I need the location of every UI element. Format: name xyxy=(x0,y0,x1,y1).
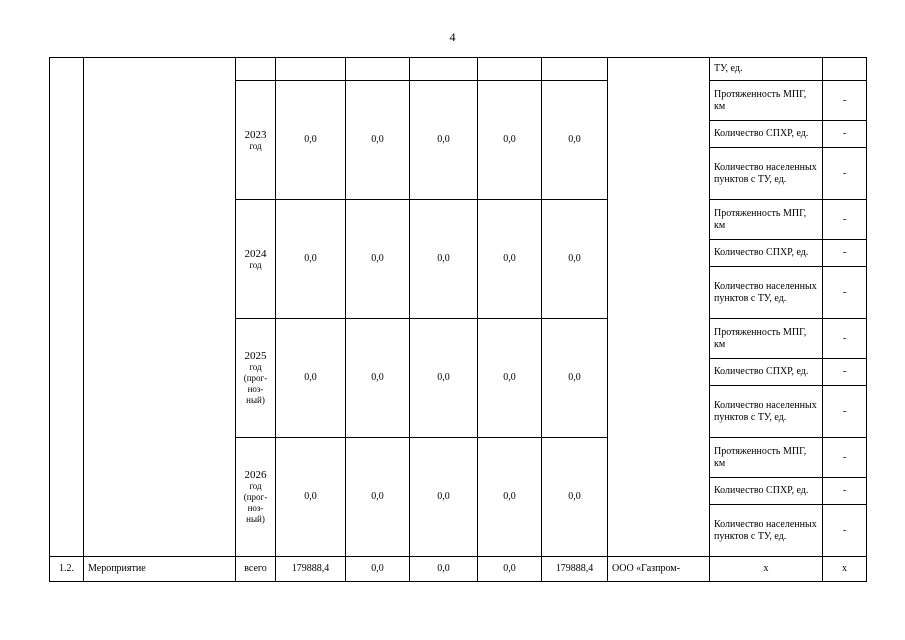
indicator-cell: Протяженность МПГ, км xyxy=(710,319,823,359)
indicator-cell: Количество СПХР, ед. xyxy=(710,478,823,505)
row-executor: ООО «Газпром- xyxy=(608,557,710,582)
year-sub-label: год xyxy=(249,362,262,372)
year-sub-label: год xyxy=(249,259,262,270)
year-sub-label: год xyxy=(249,481,262,491)
indicator-value-cell: - xyxy=(823,148,867,200)
table-row xyxy=(50,58,867,81)
year-sub-label: год xyxy=(249,140,262,151)
value-cell: 0,0 xyxy=(478,81,542,200)
indicator-cell: Количество населенных пунктов с ТУ, ед. xyxy=(710,505,823,557)
value-cell: 0,0 xyxy=(410,557,478,582)
value-cell: 0,0 xyxy=(346,438,410,557)
indicator-value-cell: - xyxy=(823,505,867,557)
indicator-value-cell: - xyxy=(823,478,867,505)
indicator-value-cell: - xyxy=(823,200,867,240)
indicator-cell: Количество СПХР, ед. xyxy=(710,121,823,148)
executor-cell xyxy=(608,58,710,557)
year-label: 2024 xyxy=(244,247,267,260)
empty-cell xyxy=(276,58,346,81)
value-cell: 0,0 xyxy=(478,438,542,557)
value-cell: 0,0 xyxy=(542,200,608,319)
year-label: 2026 xyxy=(244,469,267,481)
indicator-cell: х xyxy=(710,557,823,582)
number-cell xyxy=(50,58,84,557)
name-cell xyxy=(84,58,236,557)
value-cell: 0,0 xyxy=(478,319,542,438)
indicator-cell: Количество населенных пунктов с ТУ, ед. xyxy=(710,267,823,319)
value-cell: 179888,4 xyxy=(542,557,608,582)
year-sub-label: (прог- xyxy=(243,492,268,502)
empty-cell xyxy=(410,58,478,81)
indicator-value-cell: - xyxy=(823,438,867,478)
year-sub-label: ный) xyxy=(246,395,265,405)
empty-cell xyxy=(542,58,608,81)
year-label: 2023 xyxy=(244,128,267,141)
indicator-value-cell: - xyxy=(823,267,867,319)
year-cell xyxy=(236,319,276,438)
empty-cell xyxy=(346,58,410,81)
value-cell: 0,0 xyxy=(410,438,478,557)
value-cell: 0,0 xyxy=(346,557,410,582)
value-cell: 0,0 xyxy=(542,81,608,200)
value-cell: 0,0 xyxy=(346,319,410,438)
indicator-cell: Протяженность МПГ, км xyxy=(710,200,823,240)
year-cell xyxy=(236,438,276,557)
value-cell: 0,0 xyxy=(410,319,478,438)
value-cell: 0,0 xyxy=(478,200,542,319)
value-cell: 0,0 xyxy=(478,557,542,582)
row-period: всего xyxy=(236,557,276,582)
year-sub-label: ноз- xyxy=(247,384,264,394)
row-name: Мероприятие xyxy=(84,557,236,582)
value-cell: 0,0 xyxy=(346,81,410,200)
indicator-value-cell xyxy=(823,58,867,81)
value-cell: 0,0 xyxy=(276,319,346,438)
value-cell: 0,0 xyxy=(410,200,478,319)
indicator-value-cell: - xyxy=(823,121,867,148)
indicator-cell: Количество населенных пунктов с ТУ, ед. xyxy=(710,148,823,200)
indicator-value-cell: - xyxy=(823,386,867,438)
indicator-cell: Протяженность МПГ, км xyxy=(710,438,823,478)
indicator-cell: Количество населенных пунктов с ТУ, ед. xyxy=(710,386,823,438)
value-cell: 0,0 xyxy=(276,81,346,200)
value-cell: 0,0 xyxy=(542,438,608,557)
value-cell: 0,0 xyxy=(276,438,346,557)
indicator-value-cell: - xyxy=(823,81,867,121)
year-sub-label: (прог- xyxy=(243,373,268,383)
value-cell: 0,0 xyxy=(410,81,478,200)
indicator-value-cell: - xyxy=(823,240,867,267)
indicator-value-cell: х xyxy=(823,557,867,582)
value-cell: 0,0 xyxy=(346,200,410,319)
indicator-cell: Количество СПХР, ед. xyxy=(710,240,823,267)
empty-cell xyxy=(478,58,542,81)
value-cell: 0,0 xyxy=(542,319,608,438)
year-label: 2025 xyxy=(244,350,267,362)
table-row xyxy=(50,557,867,582)
row-number: 1.2. xyxy=(50,557,84,582)
indicator-value-cell: - xyxy=(823,359,867,386)
indicator-value-cell: - xyxy=(823,319,867,359)
indicator-cell: Количество СПХР, ед. xyxy=(710,359,823,386)
year-cell xyxy=(236,200,276,319)
year-sub-label: ный) xyxy=(246,514,265,524)
year-sub-label: ноз- xyxy=(247,503,264,513)
value-cell: 179888,4 xyxy=(276,557,346,582)
program-table xyxy=(49,57,867,582)
value-cell: 0,0 xyxy=(276,200,346,319)
page-number: 4 xyxy=(449,30,456,44)
indicator-cell: Протяженность МПГ, км xyxy=(710,81,823,121)
empty-cell xyxy=(236,58,276,81)
indicator-cell: ТУ, ед. xyxy=(710,58,823,81)
year-cell xyxy=(236,81,276,200)
